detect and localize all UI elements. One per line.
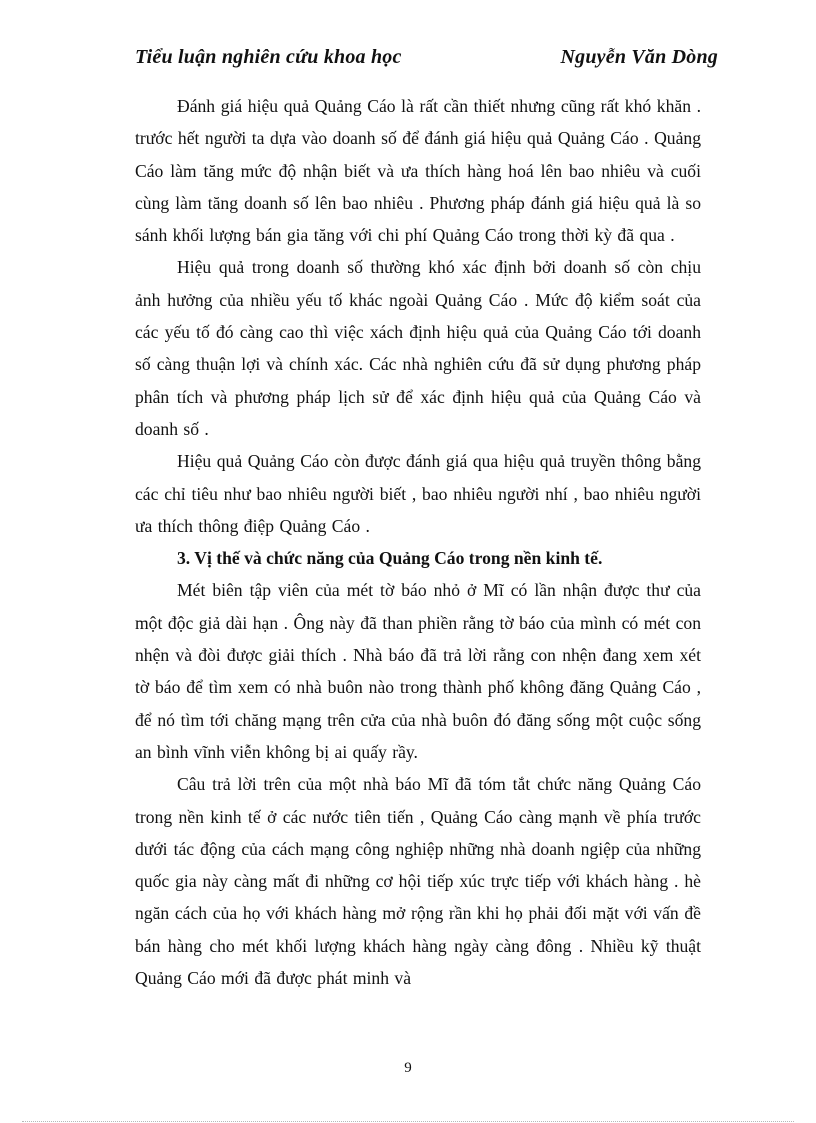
body-text (135, 90, 701, 994)
paragraph-advertising-function: Câu trả lời trên của một nhà báo Mĩ đã tóm tắt chức năng Quảng Cáo trong nền kinh tế ở các nước tiên tiến , Quảng Cáo càng mạnh về phía trước dưới tác động của cách mạng công nghiệp những nhà doanh ngiệp của những quốc gia này càng mất đi những cơ hội tiếp xúc trực tiếp với khách hàng . hè ngăn cách của họ với khách hàng mở rộng rần khi họ phải đối mặt với vấn đề bán hàng cho mét khối lượng khách hàng ngày càng đông . Nhiều kỹ thuật Quảng Cáo mới đã được phát minh và (135, 774, 701, 989)
paragraph-sales-effectiveness: Hiệu quả trong doanh số thường khó xác định bởi doanh số còn chịu ảnh hưởng của nhiều yếu tố khác ngoài Quảng Cáo . Mức độ kiểm soát của các yếu tố đó càng cao thì việc xách định hiệu quả của Quảng Cáo tới doanh số càng thuận lợi và chính xác. Các nhà nghiên cứu đã sử dụng phương pháp phân tích và phương pháp lịch sử để xác định hiệu quả của Quảng Cáo và doanh số . (135, 257, 701, 439)
page-bottom-divider (22, 1121, 794, 1122)
section-heading: 3. Vị thế và chức năng của Quảng Cáo trong nền kinh tế. (177, 548, 603, 569)
paragraph-communication-effectiveness: Hiệu quả Quảng Cáo còn được đánh giá qua hiệu quả truyền thông bằng các chỉ tiêu như bao nhiêu người biết , bao nhiêu người nhí , bao nhiêu người ưa thích thông điệp Quảng Cáo . (135, 451, 701, 536)
header-title: Tiểu luận nghiên cứu khoa học (135, 46, 402, 68)
paragraph-evaluation: Đánh giá hiệu quả Quảng Cáo là rất cần thiết nhưng cũng rất khó khăn . trước hết người ta dựa vào doanh số để đánh giá hiệu quả Quảng Cáo . Quảng Cáo làm tăng mức độ nhận biết và ưa thích hàng hoá lên bao nhiêu và cuối cùng làm tăng doanh số lên bao nhiêu . Phương pháp đánh giá hiệu quả là so sánh khối lượng bán gia tăng với chi phí Quảng Cáo trong thời kỳ đã qua . (135, 96, 701, 246)
page-header (135, 46, 718, 76)
paragraph-spider-anecdote: Mét biên tập viên của mét tờ báo nhỏ ở Mĩ có lần nhận được thư của một độc giả dài hạn . Ông này đã than phiền rằng tờ báo của mình có mét con nhện và đòi được giải thích . Nhà báo đã trả lời rằng con nhện đang xem xét tờ báo để tìm xem có nhà buôn nào trong thành phố không đăng Quảng Cáo , để nó tìm tới chăng mạng trên cửa của nhà buôn đó đăng sống một cuộc sống an bình vĩnh viễn không bị ai quấy rầy. (135, 580, 701, 762)
page-number: 9 (404, 1060, 412, 1076)
header-author: Nguyễn Văn Dòng (560, 46, 718, 68)
